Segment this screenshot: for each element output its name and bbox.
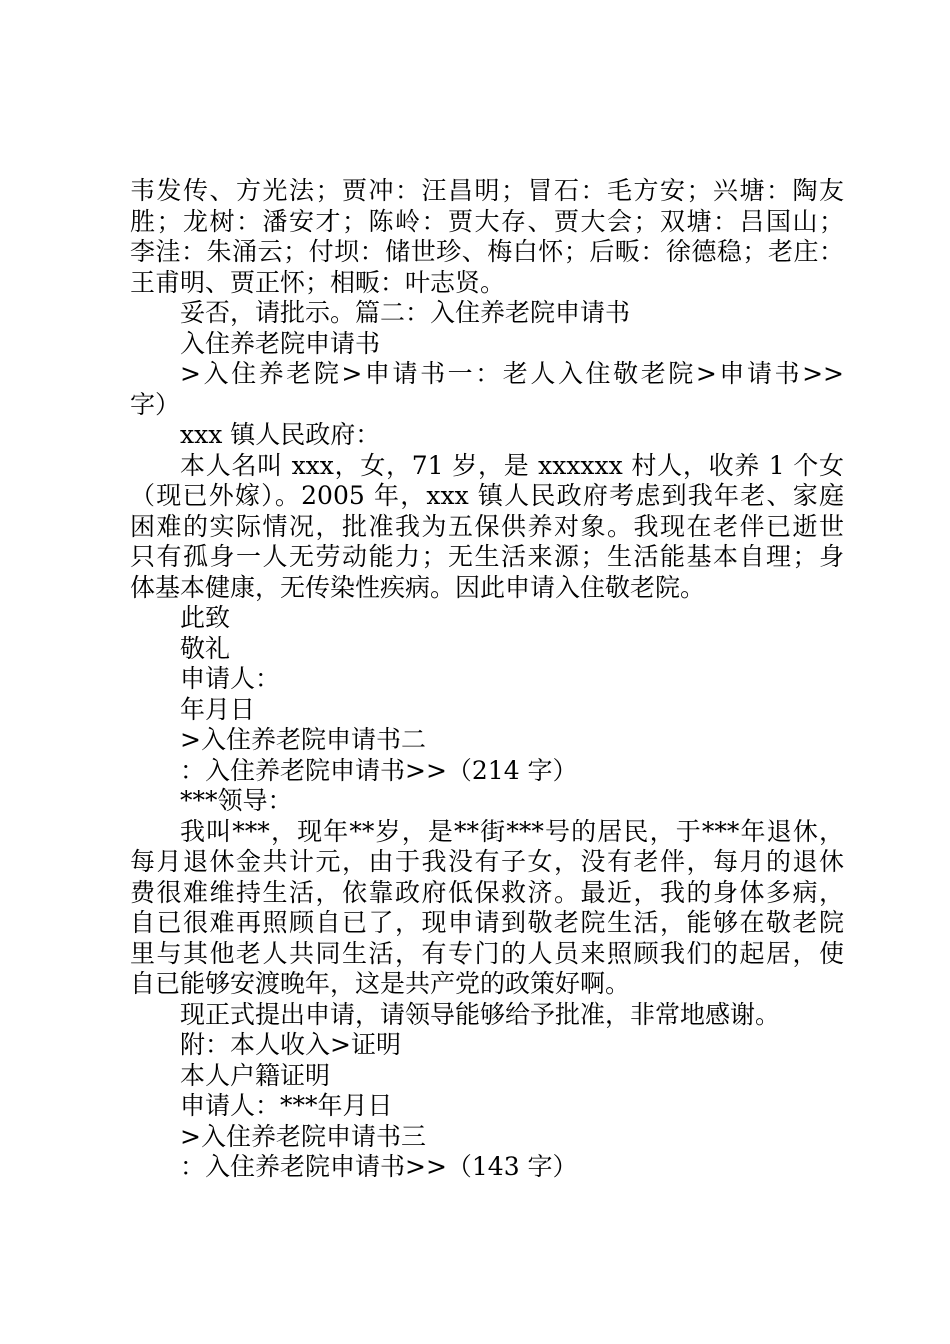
text-line: 年月日 bbox=[180, 694, 256, 724]
text-line: 只有孤身一人无劳动能力；无生活来源；生活能基本自理；身 bbox=[130, 542, 844, 571]
text-line: 胜；龙树：潘安才；陈岭：贾大存、贾大会；双塘：吕国山； bbox=[130, 206, 844, 236]
text-line: 此致 bbox=[180, 603, 231, 632]
text-line: 敬礼 bbox=[180, 633, 231, 663]
text-line: 每月退休金共计元，由于我没有子女，没有老伴，每月的退休 bbox=[130, 847, 844, 876]
text-line: xxx 镇人民政府： bbox=[180, 420, 381, 449]
document-body bbox=[130, 176, 844, 1183]
text-line: 困难的实际情况，批准我为五保供养对象。我现在老伴已逝世 bbox=[130, 511, 844, 541]
text-line: （现已外嫁）。2005 年，xxx 镇人民政府考虑到我年老、家庭 bbox=[130, 481, 844, 510]
text-line: 申请人：***年月日 bbox=[180, 1091, 393, 1120]
text-line: 自已很难再照顾自已了，现申请到敬老院生活，能够在敬老院 bbox=[130, 908, 844, 937]
text-line: 费很难维持生活，依靠政府低保救济。最近，我的身体多病， bbox=[130, 877, 844, 907]
text-line: 我叫***，现年**岁，是**街***号的居民，于***年退休， bbox=[180, 816, 844, 846]
text-line: 妥否，请批示。篇二：入住养老院申请书 bbox=[180, 298, 631, 327]
text-line: ***领导： bbox=[180, 786, 293, 815]
text-line: ：入住养老院申请书>>（143 字） bbox=[180, 1152, 578, 1181]
text-line: ：入住养老院申请书>>（214 字） bbox=[180, 755, 578, 785]
text-line: 附：本人收入>证明 bbox=[180, 1030, 401, 1059]
text-line: 里与其他老人共同生活，有专门的人员来照顾我们的起居，使 bbox=[130, 938, 844, 968]
text-line: 王甫明、贾正怀；相畈：叶志贤。 bbox=[130, 267, 506, 297]
text-line: 申请人： bbox=[180, 664, 281, 693]
text-line: 李洼：朱涌云；付坝：储世珍、梅白怀；后畈：徐德稳；老庄： bbox=[130, 237, 844, 266]
text-line: >入住养老院申请书三 bbox=[180, 1121, 426, 1151]
text-line: >入住养老院>申请书一：老人入住敬老院>申请书>> bbox=[180, 359, 844, 388]
text-line: 字） bbox=[130, 389, 181, 419]
text-line: 本人名叫 xxx，女，71 岁，是 xxxxxx 村人，收养 1 个女 bbox=[180, 450, 844, 480]
text-line: 体基本健康，无传染性疾病。因此申请入住敬老院。 bbox=[130, 572, 706, 602]
text-line: 自已能够安渡晚年，这是共产党的政策好啊。 bbox=[130, 969, 631, 998]
text-line: >入住养老院申请书二 bbox=[180, 725, 426, 754]
text-line: 现正式提出申请，请领导能够给予批准，非常地感谢。 bbox=[180, 999, 781, 1029]
text-line: 韦发传、方光法；贾冲：汪昌明；冒石：毛方安；兴塘：陶友 bbox=[130, 176, 844, 205]
text-line: 入住养老院申请书 bbox=[180, 328, 381, 358]
text-line: 本人户籍证明 bbox=[180, 1060, 331, 1090]
